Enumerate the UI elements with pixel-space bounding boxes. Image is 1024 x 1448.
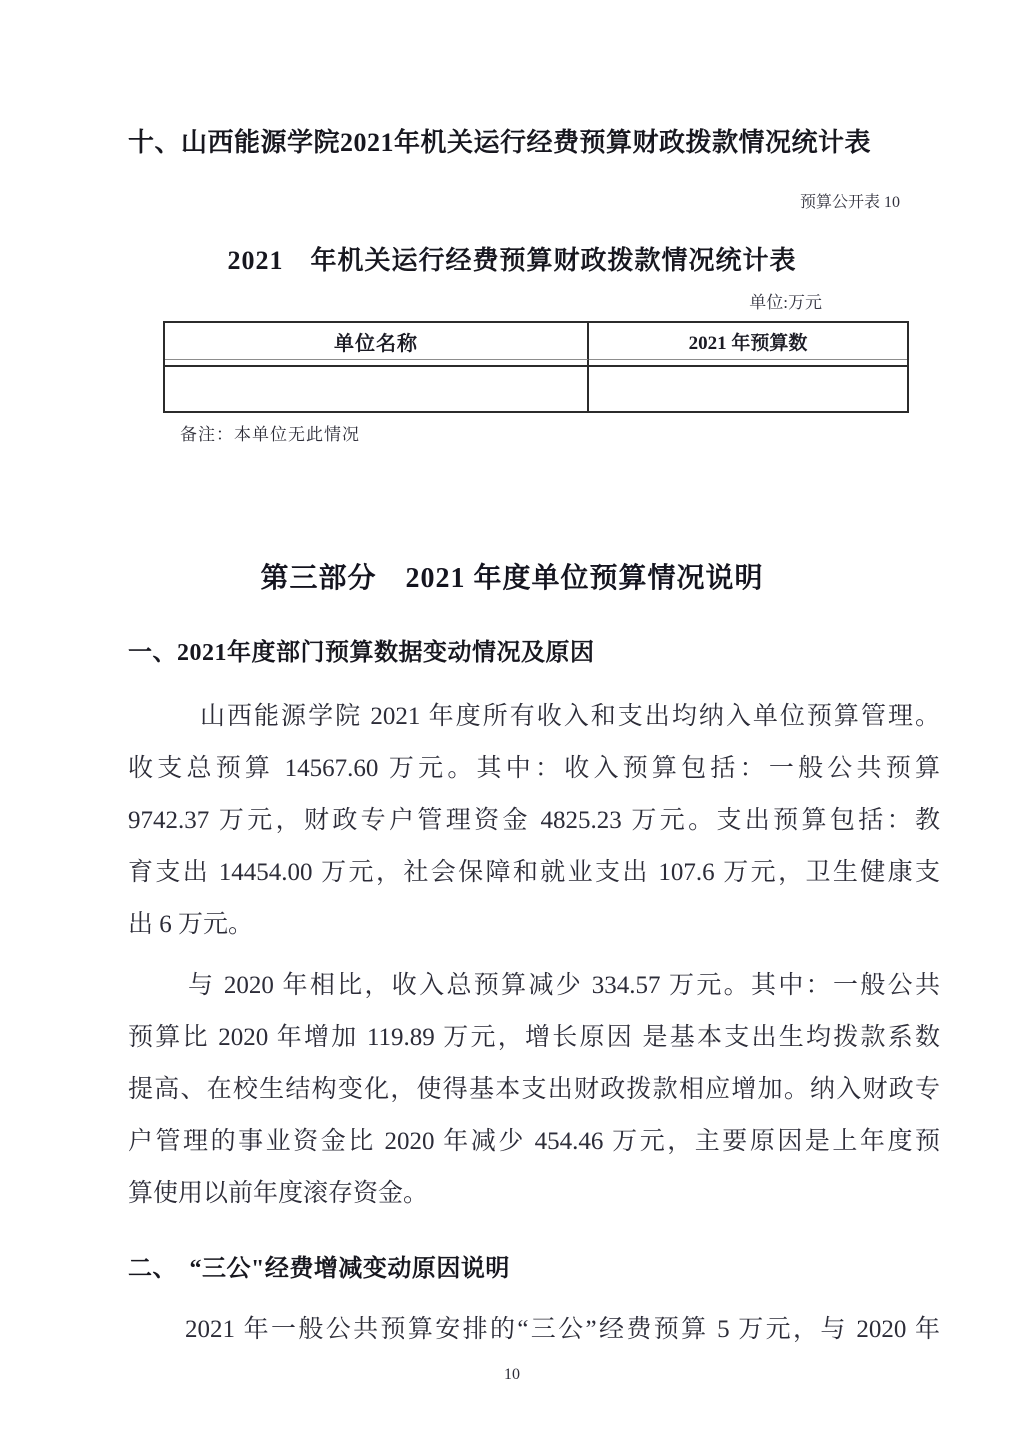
table-header-unit-name: 单位名称 [165,323,589,360]
paragraph-1 [128,700,940,960]
table-data-row [165,367,907,411]
part3-heading: 第三部分 2021 年度单位预算情况说明 [260,563,764,594]
page-number: 10 [504,1366,520,1383]
paragraph-line: 收支总预算 14567.60 万元。其中：收入预算包括：一般公共预算 [128,755,940,782]
doc-title: 十、山西能源学院2021年机关运行经费预算财政拨款情况统计表 [128,128,872,157]
budget-table [163,321,909,413]
table-header-row [165,323,907,360]
table-cell-unit-name [165,367,589,411]
table-ref-label: 预算公开表 10 [799,194,900,211]
unit-label: 单位:万元 [749,293,822,312]
paragraph-line: 户管理的事业资金比 2020 年减少 454.46 万元，主要原因是上年度预 [128,1128,940,1155]
paragraph-3: 2021 年一般公共预算安排的“三公”经费预算 5 万元，与 2020 年 [185,1316,940,1343]
paragraph-line: 山西能源学院 2021 年度所有收入和支出均纳入单位预算管理。 [200,703,940,730]
table-title: 2021 年机关运行经费预算财政拨款情况统计表 [227,246,797,275]
section1-heading: 一、2021年度部门预算数据变动情况及原因 [128,640,595,666]
paragraph-line: 提高、在校生结构变化，使得基本支出财政拨款相应增加。纳入财政专 [128,1076,940,1103]
paragraph-line: 预算比 2020 年增加 119.89 万元，增长原因 是基本支出生均拨款系数 [128,1024,940,1051]
paragraph-line: 出 6 万元。 [128,911,254,938]
section2-heading: 二、 “三公"经费增减变动原因说明 [128,1256,510,1282]
table-header-budget: 2021 年预算数 [589,323,907,360]
paragraph-line: 育支出 14454.00 万元，社会保障和就业支出 107.6 万元，卫生健康支 [128,859,940,886]
table-note: 备注：本单位无此情况 [180,425,360,444]
paragraph-line: 与 2020 年相比，收入总预算减少 334.57 万元。其中：一般公共 [188,972,940,999]
paragraph-line: 算使用以前年度滚存资金。 [128,1180,429,1207]
table-separator [165,360,907,367]
table-cell-budget [589,367,907,411]
paragraph-line: 9742.37 万元，财政专户管理资金 4825.23 万元。支出预算包括：教 [128,807,940,834]
paragraph-2 [128,969,940,1229]
